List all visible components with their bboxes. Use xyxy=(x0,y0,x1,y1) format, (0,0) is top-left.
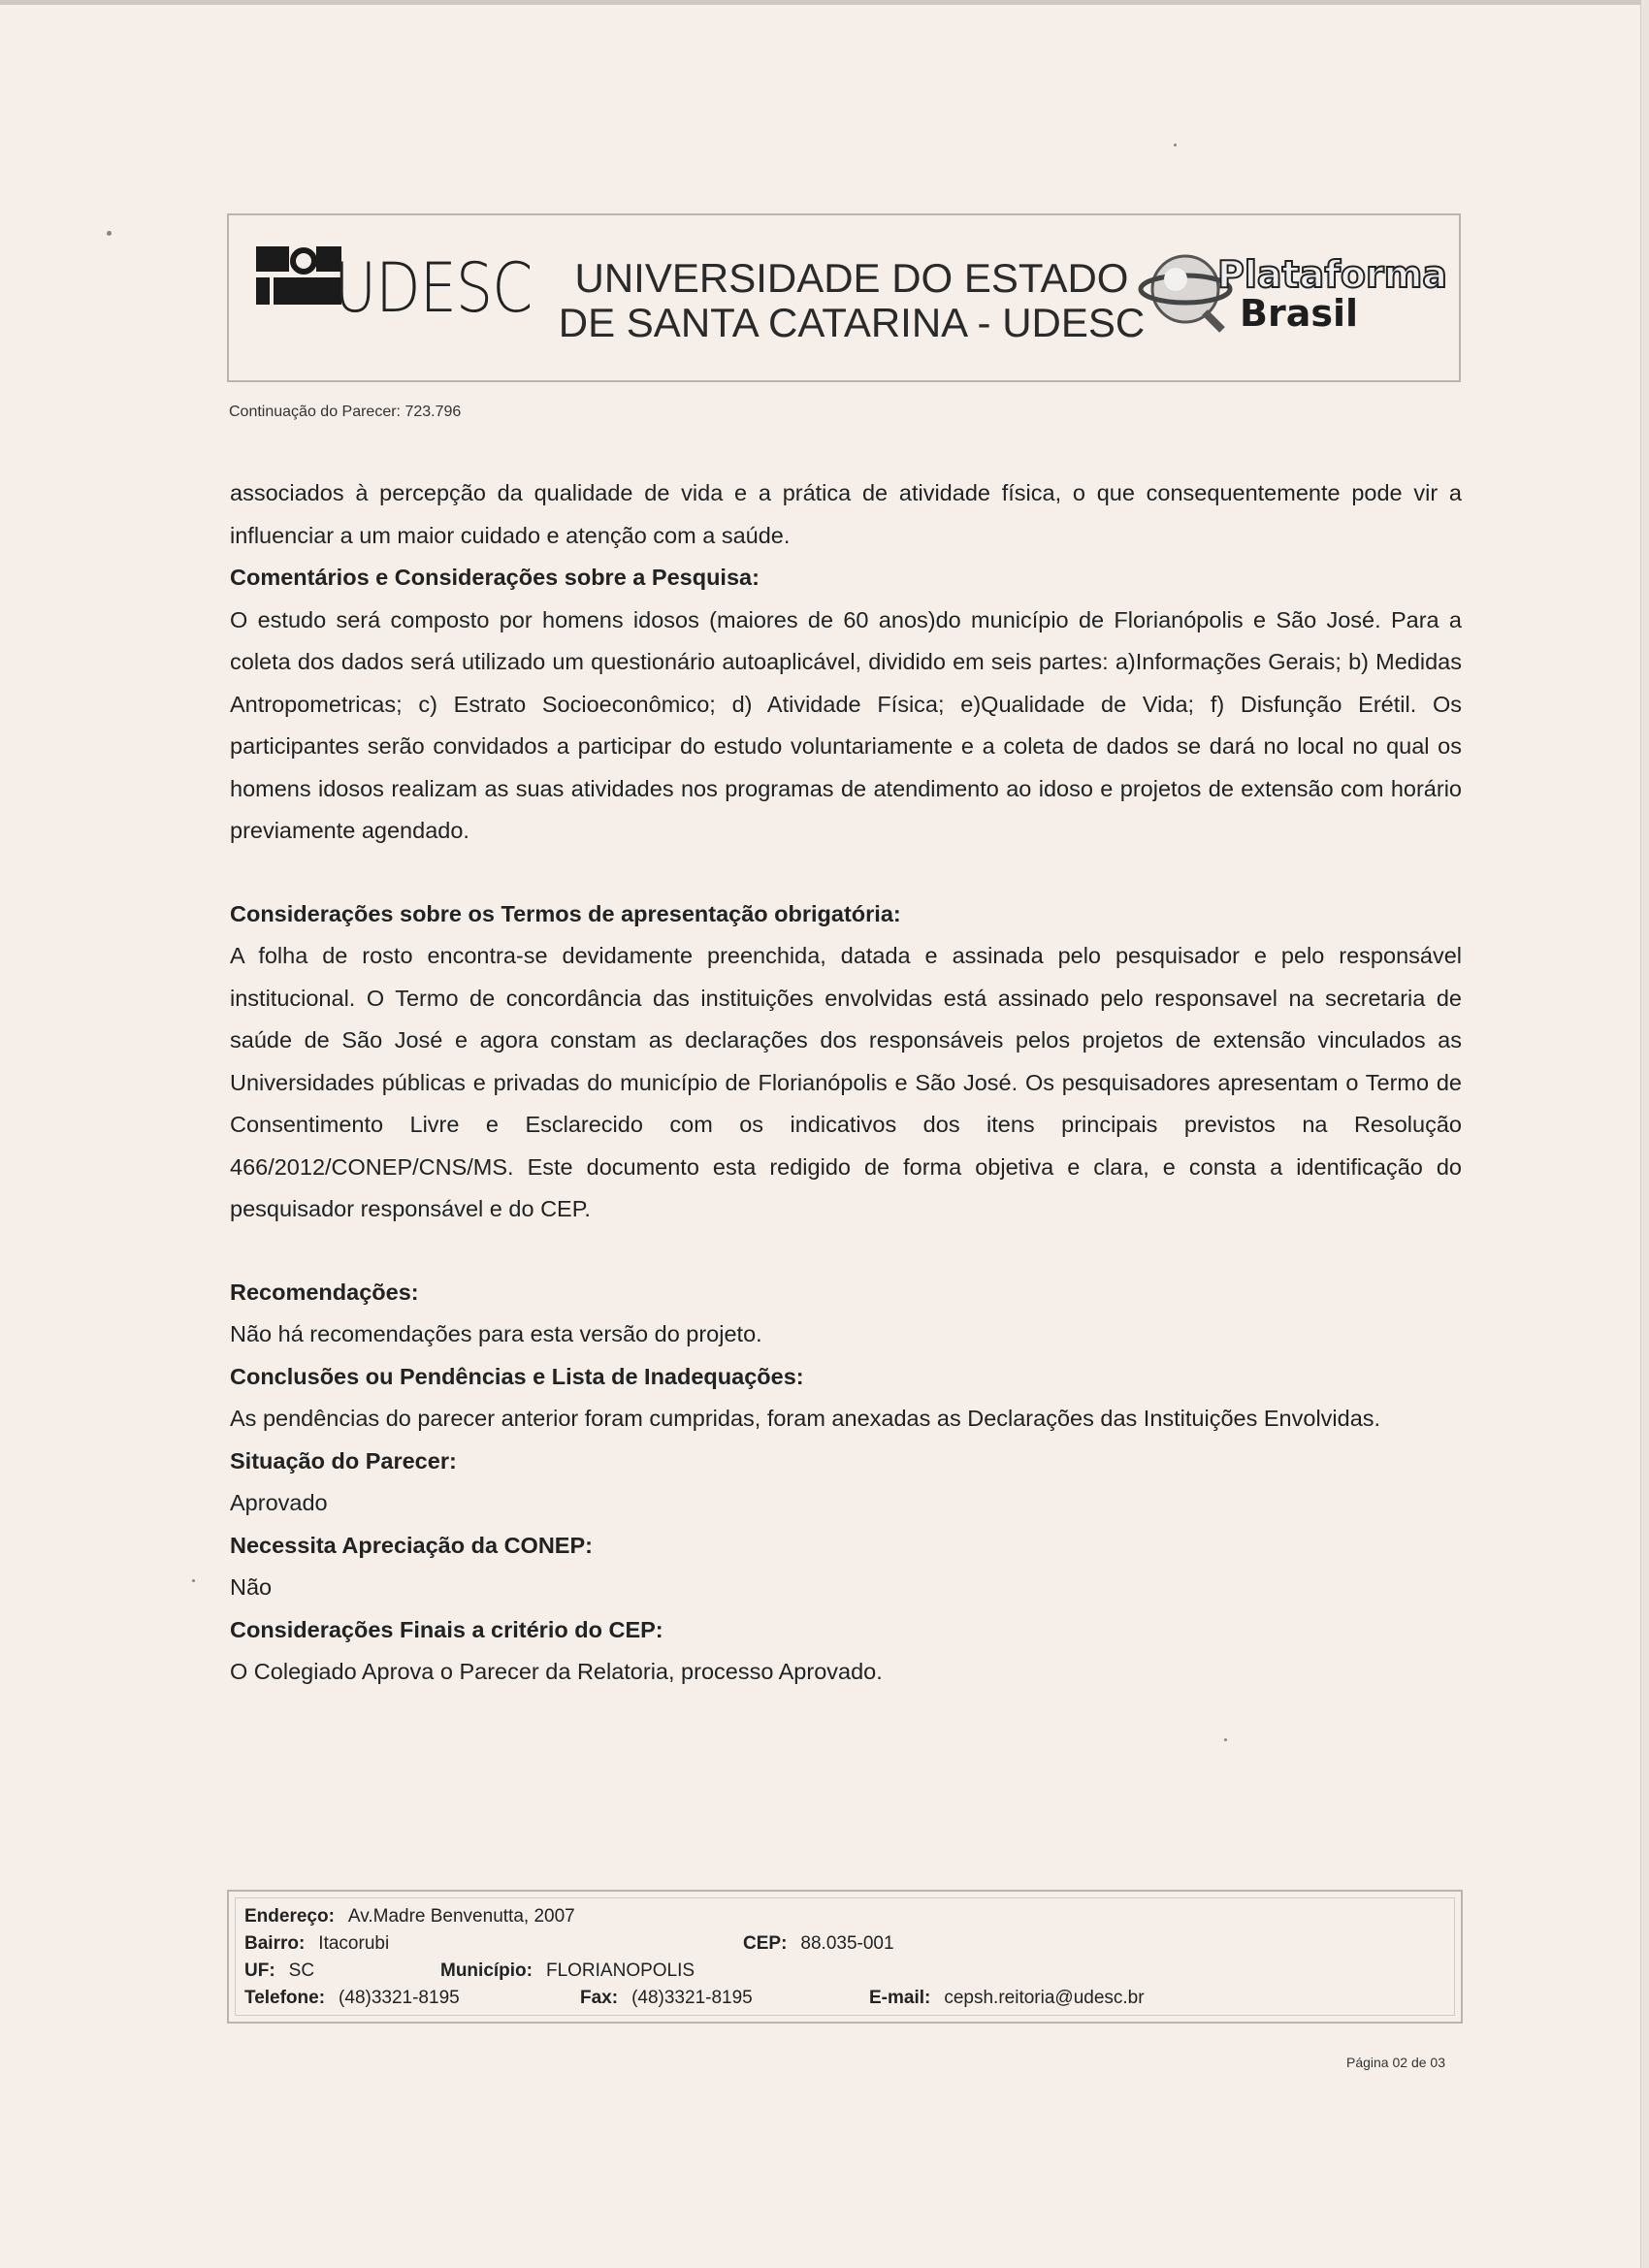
recomendacoes-text: Não há recomendações para esta versão do projeto. xyxy=(230,1321,762,1346)
intro-paragraph: associados à percepção da qualidade de vida e a prática de atividade física, o que consequentemente pode vir a influenciar a um maior cuidado e atenção com a saúde. xyxy=(230,480,1462,548)
situacao-text: Aprovado xyxy=(230,1490,328,1515)
plataforma-brasil-logo xyxy=(1125,244,1450,341)
footer-cep: CEP: 88.035-001 xyxy=(743,1933,894,1954)
university-title-line1: UNIVERSIDADE DO ESTADO xyxy=(574,255,1129,301)
conclusoes-text: As pendências do parecer anterior foram cumpridas, foram anexadas as Declarações das Instituições Envolvidas. xyxy=(230,1406,1381,1431)
footer-municipio: Município: FLORIANOPOLIS xyxy=(440,1960,695,1981)
page-number: Página 02 de 03 xyxy=(1346,2055,1445,2070)
conclusoes-heading: Conclusões ou Pendências e Lista de Inadequações: xyxy=(230,1363,804,1389)
document-body xyxy=(230,472,1462,1694)
recomendacoes-heading: Recomendações: xyxy=(230,1279,419,1305)
comentarios-text: O estudo será composto por homens idosos (maiores de 60 anos)do município de Florianópolis e São José. Para a coleta dos dados será utilizado um questionário autoaplicável, dividido em seis partes: a)Informações Gerais; b) Medidas Antropometricas; c) Estrato Socioeconômico; d) Atividade Física; e)Qualidade de Vida; f) Disfunção Erétil. Os participantes serão convidados a participar do estudo voluntariamente e a coleta de dados se dará no local no qual os homens idosos realizam as suas atividades nos programas de atendimento ao idoso e projetos de extensão com horário previamente agendado. xyxy=(230,606,1462,843)
university-title-line2: DE SANTA CATARINA - UDESC xyxy=(558,300,1146,345)
termos-text: A folha de rosto encontra-se devidamente preenchida, datada e assinada pelo pesquisador e pelo responsável institucional. O Termo de concordância das instituições envolvidas está assinado pelo responsavel na secretaria de saúde de São José e agora constam as declarações dos responsáveis pelos projetos de extensão vinculados as Universidades públicas e privadas do município de Florianópolis e São José. Os pesquisadores apresentam o Termo de Consentimento Livre e Esclarecido com os indicativos dos itens principais previstos na Resolução 466/2012/CONEP/CNS/MS. Este documento esta redigido de forma objetiva e clara, e consta a identificação do pesquisador responsável e do CEP. xyxy=(230,943,1462,1221)
brasil-text: Brasil xyxy=(1240,292,1359,335)
footer-endereco: Endereço: Av.Madre Benvenutta, 2007 xyxy=(244,1906,575,1927)
university-title xyxy=(551,256,1152,345)
comentarios-heading: Comentários e Considerações sobre a Pesquisa: xyxy=(230,565,760,590)
conep-heading: Necessita Apreciação da CONEP: xyxy=(230,1532,593,1558)
udesc-logo-icon xyxy=(254,244,345,307)
footer-contact-box xyxy=(227,1890,1463,2024)
finais-heading: Considerações Finais a critério do CEP: xyxy=(230,1616,663,1642)
footer-bairro: Bairro: Itacorubi xyxy=(244,1933,390,1954)
footer-fax: Fax: (48)3321-8195 xyxy=(580,1988,753,2008)
finais-text: O Colegiado Aprova o Parecer da Relatoria, processo Aprovado. xyxy=(230,1659,883,1684)
scan-speck xyxy=(192,1579,195,1582)
conep-text: Não xyxy=(230,1574,273,1600)
footer-telefone: Telefone: (48)3321-8195 xyxy=(244,1988,460,2008)
scan-speck xyxy=(1174,144,1177,146)
udesc-wordmark: UDESC xyxy=(334,248,533,328)
scan-right-edge xyxy=(1640,0,1649,2268)
footer-email: E-mail: cepsh.reitoria@udesc.br xyxy=(869,1988,1145,2008)
scan-speck xyxy=(107,231,112,236)
continuacao-parecer: Continuação do Parecer: 723.796 xyxy=(229,404,462,420)
scan-speck xyxy=(1224,1738,1227,1741)
footer-uf: UF: SC xyxy=(244,1960,315,1981)
scan-top-edge xyxy=(0,0,1649,5)
situacao-heading: Situação do Parecer: xyxy=(230,1447,457,1474)
termos-heading: Considerações sobre os Termos de apresentação obrigatória: xyxy=(230,900,901,926)
plataforma-text: Plataforma xyxy=(1217,253,1447,296)
